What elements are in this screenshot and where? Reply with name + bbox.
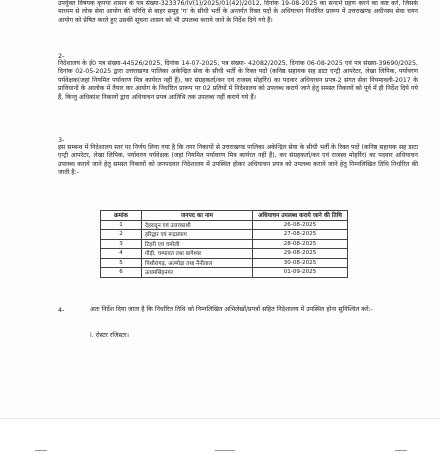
cell-district: ऊधमसिंहनगर [142, 268, 253, 278]
cell-date: 26-08-2025 [253, 220, 348, 230]
table-row [101, 249, 348, 259]
cell-date: 30-08-2025 [253, 258, 348, 268]
cell-date: 01-09-2025 [253, 268, 348, 278]
table-row [101, 230, 348, 240]
header-district: जनपद का नाम [142, 211, 253, 221]
paragraph-3-number: 3- [58, 136, 65, 144]
cell-district: टिहरी एवं चमोली [142, 239, 253, 249]
table-row [101, 220, 348, 230]
table-row [101, 239, 348, 249]
cell-serial: 5 [101, 258, 142, 268]
table-header-row [101, 211, 348, 221]
scan-mark [215, 450, 235, 451]
paragraph-4: अतः निर्देश दिया जाता है कि निर्धारित तिथि को निम्नलिखित अभिलेखों/प्रपत्रों सहित निदेशालय में उपस्थित होना सुनिश्चित करें:- [90, 306, 373, 313]
cell-district: पिथौरागढ़, अल्मोड़ा तथा नैनीताल [142, 258, 253, 268]
cell-serial: 6 [101, 268, 142, 278]
cell-district: हरिद्वार एवं रूद्रप्रयाग [142, 230, 253, 240]
cell-date: 29-08-2025 [253, 249, 348, 259]
paragraph-4-number: 4- [58, 306, 65, 314]
page-divider [0, 418, 440, 419]
cell-district: पौड़ी, चम्पावत तथा बागेश्वर [142, 249, 253, 259]
table-row [101, 268, 348, 278]
cell-serial: 3 [101, 239, 142, 249]
schedule-table [100, 210, 348, 278]
cell-serial: 4 [101, 249, 142, 259]
cell-date: 27-08-2025 [253, 230, 348, 240]
header-date: अधियाचन उपलब्ध कराये जाने की तिथि [253, 211, 348, 221]
table-row [101, 258, 348, 268]
cell-serial: 1 [101, 220, 142, 230]
cell-date: 28-08-2025 [253, 239, 348, 249]
cell-serial: 2 [101, 230, 142, 240]
paragraph-3: इस सम्बन्ध में निदेशालय स्तर पर निर्णय लिया गया है कि नगर निकायों से उत्तराखण्ड पालिका अकेन्द्रित सेवा के सीधी भर्ती के रिक्त पदों (कनिष्ठ सहायक सह डाटा एन्ट्री आपरेटर, लेखा लिपिक, पर्यावरण पर्यवेक्षक (जहां नियमित पर्यावरण मित्र कार्यरत नहीं हैं), कर संग्रहकर्ता/कर एवं राजस्व मोहर्रिर) का पदवार अधियाचन उपलब्ध कराये जाने हेतु समस्त निकायों को जनपदवार निदेशालय में उपस्थित होकर अधियाचन प्रपत्र को उपलब्ध कराये जाने हेतु निम्नलिखित तिथि निर्धारित की जाती है:- [58, 144, 418, 177]
cell-district: देहरादून एवं उत्तरकाशी [142, 220, 253, 230]
header-serial: क्रमांक [101, 211, 142, 221]
scan-mark [395, 450, 407, 451]
paragraph-1: उपर्युक्त विषयक कृपया शासन के पत्र संख्या-323376/IV(1)/2025/01(42)/2012, दिनांक 19-08-2025 का सन्दर्भ ग्रहण करने का कष्ट करें, जिसके माध्यम से लोक सेवा आयोग की परिधि से बाहर समूह 'ग' के सीधी भर्ती के अन्तर्गत रिक्त पदों के अधियाचन निर्धारित प्रारूप में उत्तराखण्ड अधीनस्थ सेवा चयन आयोग को प्रेषित करते हुए उसकी सूचना शासन को भी उपलब्ध कराये जाने के निर्देश दिये गये हैं। [58, 0, 418, 24]
scan-mark [35, 450, 47, 451]
paragraph-2: निदेशालय के ई0 पत्र संख्या-44526/2025, दिनांक 14-07-2025, पत्र संख्या- 42082/2025, दिनांक 06-08-2025 एवं पत्र संख्या-39690/2025, दिनांक 02-05-2025 द्वारा उत्तराखण्ड पालिका अकेन्द्रित सेवा के सीधी भर्ती के रिक्त पदों (कनिष्ठ सहायक सह डाटा एन्ट्री आपरेटर, लेखा लिपिक, पर्यावरण पर्यवेक्षक(जहां नियमित पर्यावरण मित्र कार्यरत नहीं हैं), कर संग्रहकर्ता/कर एवं राजस्व मोहर्रिर) का पदवार अधियाचन प्रपत्र-2 संगत सेवा नियमावली-2017 के प्राविधानों के आलोक में तैयार कर आयोग के निर्धारित प्रारूप पर 02 प्रतियों में निदेशालय को उपलब्ध कराये जाने हेतु समस्त निकायों को पूर्व में ही निर्देश दिये गये हैं, किन्तु अधिकांश निकायों द्वारा अधियाचन प्रपत्र आतिथि तक उपलब्ध नहीं कराये गये हैं। [58, 60, 418, 101]
list-item-roster: i. रोस्टर रजिस्टर। [90, 332, 129, 339]
paragraph-2-number: 2- [58, 52, 65, 60]
